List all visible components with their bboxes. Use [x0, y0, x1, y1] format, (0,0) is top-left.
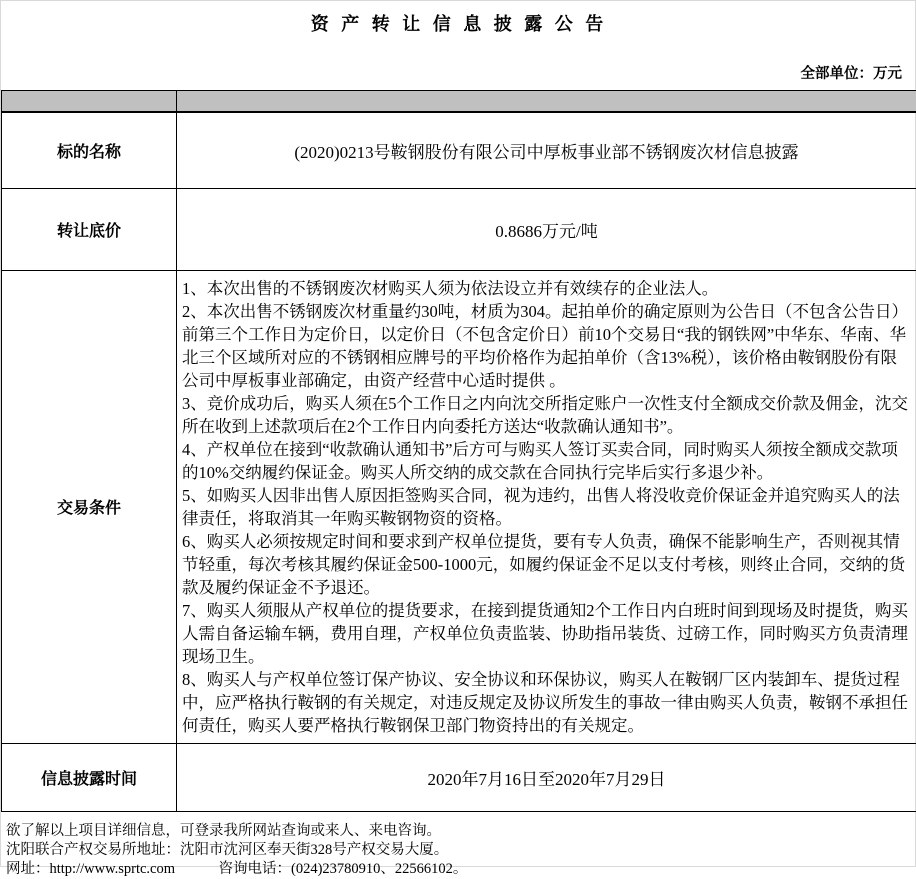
condition-item: 2、本次出售不锈钢废次材重量约30吨，材质为304。起拍单价的确定原则为公告日（不包含公告日）前第三个工作日为定价日，以定价日（不包含定价日）前10个交易日“我的钢铁网”中华东、华南、华北三个区域所对应的不锈钢相应牌号的平均价格作为起拍单价（含13%税），该价格由鞍钢股份有限公司中厚板事业部确定，由资产经营中心适时提供 。	[182, 300, 912, 392]
table-row-subject	[2, 112, 916, 188]
disclosure-time-value: 2020年7月16日至2020年7月29日	[177, 743, 916, 811]
subject-label: 标的名称	[2, 112, 177, 188]
table-row-disclosure-time	[2, 743, 916, 811]
condition-item: 8、购买人与产权单位签订保产协议、安全协议和环保协议，购买人在鞍钢厂区内装卸车、提货过程中，应严格执行鞍钢的有关规定，对违反规定及协议所发生的事故一律由购买人负责，鞍钢不承担任何责任，购买人要严格执行鞍钢保卫部门物资持出的有关规定。	[182, 668, 912, 737]
condition-item: 4、产权单位在接到“收款确认通知书”后方可与购买人签订买卖合同，同时购买人须按全额成交款项的10%交纳履约保证金。购买人所交纳的成交款在合同执行完毕后实行多退少补。	[182, 438, 912, 484]
conditions-value	[177, 270, 916, 743]
footer-info-line: 欲了解以上项目详细信息，可登录我所网站查询或来人、来电咨询。	[6, 822, 916, 841]
condition-item: 1、本次出售的不锈钢废次材购买人须为依法设立并有效续存的企业法人。	[182, 277, 912, 300]
disclosure-time-label: 信息披露时间	[2, 743, 177, 811]
table-header-label-cell	[2, 91, 177, 113]
condition-item: 5、如购买人因非出售人原因拒签购买合同，视为违约，出售人将没收竞价保证金并追究购买人的法律责任，将取消其一年购买鞍钢物资的资格。	[182, 484, 912, 530]
table-row-price	[2, 188, 916, 270]
footer-address-line: 沈阳联合产权交易所地址：沈阳市沈河区奉天街328号产权交易大厦。	[6, 841, 916, 860]
footer-contact-line: 网址：http://www.sprtc.com 咨询电话：(024)23780910、22566102。	[6, 860, 916, 879]
conditions-label: 交易条件	[2, 270, 177, 743]
announcement-document	[1, 1, 916, 868]
price-value: 0.8686万元/吨	[177, 188, 916, 270]
disclosure-table	[1, 90, 916, 812]
unit-note: 全部单位：万元	[1, 62, 916, 83]
condition-item: 7、购买人须服从产权单位的提货要求，在接到提货通知2个工作日内白班时间到现场及时提货，购买人需自备运输车辆，费用自理，产权单位负责监装、协助指吊装货、过磅工作，同时购买方负责清理现场卫生。	[182, 599, 912, 668]
subject-value: (2020)0213号鞍钢股份有限公司中厚板事业部不锈钢废次材信息披露	[177, 112, 916, 188]
table-row-conditions	[2, 270, 916, 743]
table-header-value-cell	[177, 91, 916, 113]
footer	[1, 822, 916, 879]
condition-item: 3、竞价成功后，购买人须在5个工作日之内向沈交所指定账户一次性支付全额成交价款及佣金，沈交所在收到上述款项后在2个工作日内向委托方送达“收款确认通知书”。	[182, 392, 912, 438]
page-title: 资 产 转 让 信 息 披 露 公 告	[1, 1, 916, 36]
price-label: 转让底价	[2, 188, 177, 270]
condition-item: 6、购买人必须按规定时间和要求到产权单位提货，要有专人负责，确保不能影响生产，否则视其情节轻重，每次考核其履约保证金500-1000元，如履约保证金不足以支付考核，则终止合同，交纳的货款及履约保证金不予退还。	[182, 530, 912, 599]
table-header-row	[2, 91, 916, 113]
